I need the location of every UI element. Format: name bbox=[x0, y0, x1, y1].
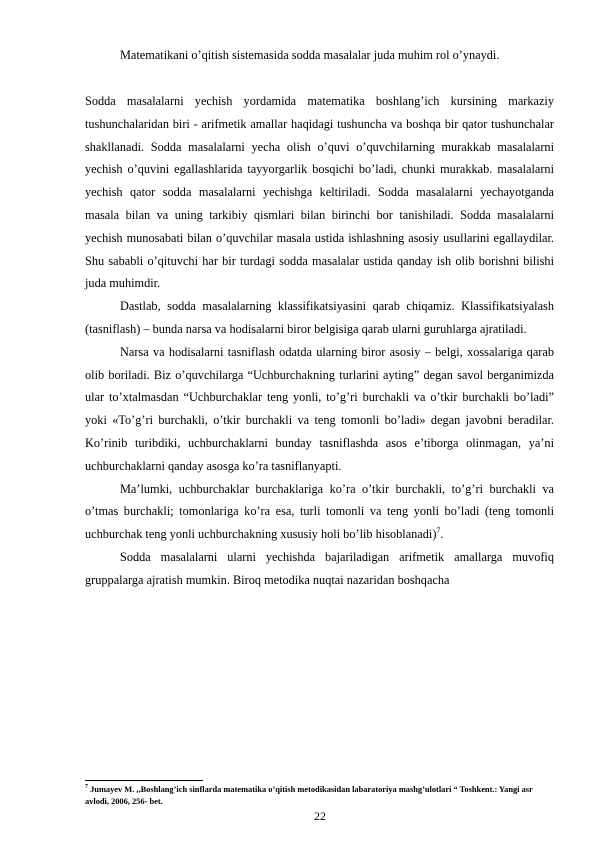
paragraph-5: Sodda masalalarni ularni yechishda bajariladigan arifmetik amallarga muvofiq gruppalarga ajratish mumkin. Biroq metodika nuqtai nazaridan boshqacha bbox=[85, 549, 554, 587]
paragraph-3: Narsa va hodisalarni tasniflash odatda ularning biror asosiy – belgi, xossalariga qarab olib boriladi. Biz o’quvchilarga “Uchburchakning turlarini ayting” degan savol berganimizda ular to’xtalmasdan “Uchburchaklar teng yonli, to’g’ri burchakli va o’tkir burchakli bo’ladi” yoki «To’g’ri burchakli, o’tkir burchakli va teng tomonli bo’ladi» degan javobni beradilar. Ko’rinib turibdiki, uchburchaklarni bunday tasniflashda asos e’tiborga olinmagan, ya’ni uchburchaklarni qanday asosga ko’ra tasniflanyapti. bbox=[85, 344, 554, 473]
paragraph-4-end: . bbox=[440, 527, 444, 542]
footnote-text: Jumayev M. ,,Boshlang’ich sinflarda matematika o’qitish metodikasidan labaratoriya mashg’ulotlari “ Toshkent.: Yangi asr avlodi, 2006, 256- bet. bbox=[85, 785, 533, 806]
footnote bbox=[85, 784, 555, 808]
body-text bbox=[85, 90, 554, 592]
intro-sentence: Matematikani o’qitish sistemasida sodda masalalar juda muhim rol o’ynaydi. bbox=[120, 48, 500, 62]
paragraph-4 bbox=[85, 478, 554, 546]
page-number: 22 bbox=[314, 809, 326, 823]
footnote-marker: 7 bbox=[85, 784, 88, 791]
paragraph-1: Sodda masalalarni yechish yordamida matematika boshlang’ich kursining markaziy tushunchalaridan biri - arifmetik amallar haqidagi tushuncha va boshqa bir qator tushunchalar shakllanadi. Sodda masalalarni yecha olish o’quvi o’quvchilarning murakkab masalalarni yechish o’quvini egallashlarida tayyorgarlik bosqichi bo’ladi, chunki murakkab. masalalarni yechish qator sodda masalalarni yechishga keltiriladi. Sodda masalalarni yechayotganda masala bilan va uning tarkibiy qismlari bilan birinchi bor tanishiladi. Sodda masalalarni yechish munosabati bilan o’quvchilar masala ustida ishlashning asosiy usullarini egallaydilar. Shu sababli o’qituvchi har bir turdagi sodda masalalar ustida qanday ish olib borishni bilishi juda muhimdir. bbox=[85, 94, 554, 291]
paragraph-2: Dastlab, sodda masalalarning klassifikatsiyasini qarab chiqamiz. Klassifikatsiyalash (tasniflash) – bunda narsa va hodisalarni biror belgisiga qarab ularni guruhlarga ajratiladi. bbox=[85, 299, 554, 336]
footnote-separator bbox=[85, 780, 203, 781]
footnote-reference[interactable]: 7 bbox=[436, 526, 441, 536]
paragraph-4-text: Ma’lumki, uchburchaklar burchaklariga ko’ra o’tkir burchakli, to’g’ri burchakli va o’tmas burchakli; tomonlariga ko’ra esa, turli tomonli va teng yonli bo’ladi (teng tomonli uchburchak teng yonli uchburchakning xususiy holi bo’lib hisoblanadi) bbox=[85, 481, 554, 542]
